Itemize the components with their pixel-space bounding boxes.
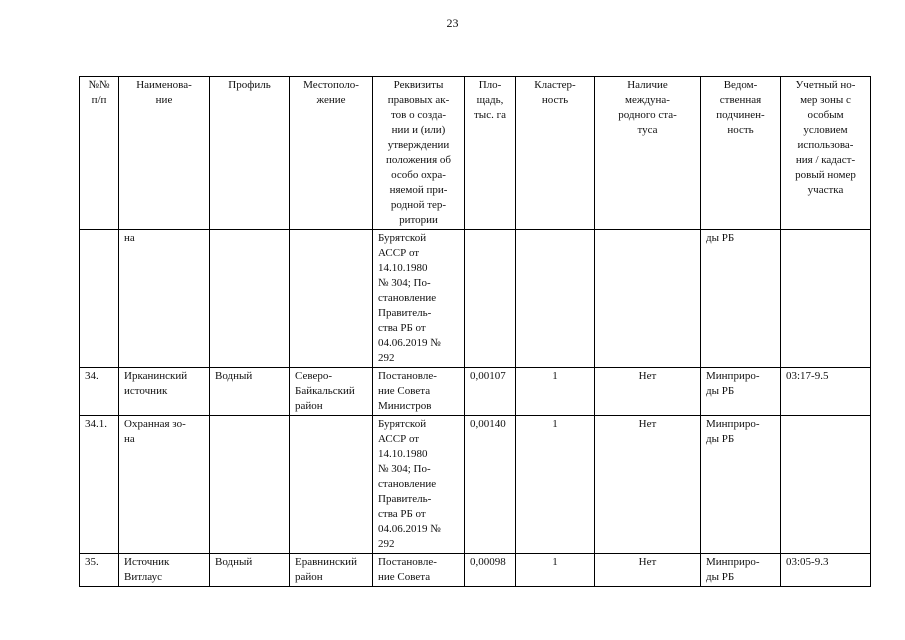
page-number: 23 bbox=[446, 16, 459, 30]
cell-name: Охранная зо- на bbox=[119, 416, 210, 554]
cell-subordination: Минприро- ды РБ bbox=[701, 416, 781, 554]
cell-location bbox=[290, 416, 373, 554]
table-header-row bbox=[80, 77, 871, 230]
cell-clustering: 1 bbox=[516, 554, 595, 587]
cell-number: 34. bbox=[80, 368, 119, 416]
cell-name: на bbox=[119, 230, 210, 368]
cell-subordination: Минприро- ды РБ bbox=[701, 554, 781, 587]
cell-legal-acts: Постановле- ние Совета Министров bbox=[373, 368, 465, 416]
column-header-area: Пло- щадь, тыс. га bbox=[465, 77, 516, 230]
column-header-profile: Профиль bbox=[210, 77, 290, 230]
cell-number: 34.1. bbox=[80, 416, 119, 554]
cell-area: 0,00107 bbox=[465, 368, 516, 416]
cell-profile: Водный bbox=[210, 554, 290, 587]
cell-clustering bbox=[516, 230, 595, 368]
cell-international-status: Нет bbox=[595, 368, 701, 416]
cell-subordination: Минприро- ды РБ bbox=[701, 368, 781, 416]
cell-zone-number bbox=[781, 416, 871, 554]
cell-legal-acts: Бурятской АССР от 14.10.1980 № 304; По- становление Правитель- ства РБ от 04.06.2019 № 292 bbox=[373, 416, 465, 554]
column-header-legal-acts: Реквизиты правовых ак- тов о созда- нии и (или) утверждении положения об особо охра- няемой при- родной тер- ритории bbox=[373, 77, 465, 230]
cell-location: Еравнинский район bbox=[290, 554, 373, 587]
table-row bbox=[80, 416, 871, 554]
cell-profile bbox=[210, 230, 290, 368]
cell-area: 0,00140 bbox=[465, 416, 516, 554]
table-row bbox=[80, 230, 871, 368]
cell-profile bbox=[210, 416, 290, 554]
cell-area bbox=[465, 230, 516, 368]
cell-international-status: Нет bbox=[595, 416, 701, 554]
cell-profile: Водный bbox=[210, 368, 290, 416]
cell-number bbox=[80, 230, 119, 368]
cell-legal-acts: Постановле- ние Совета bbox=[373, 554, 465, 587]
column-header-clustering: Кластер- ность bbox=[516, 77, 595, 230]
cell-zone-number: 03:17-9.5 bbox=[781, 368, 871, 416]
cell-clustering: 1 bbox=[516, 416, 595, 554]
cell-area: 0,00098 bbox=[465, 554, 516, 587]
cell-subordination: ды РБ bbox=[701, 230, 781, 368]
column-header-subordination: Ведом- ственная подчинен- ность bbox=[701, 77, 781, 230]
cell-zone-number bbox=[781, 230, 871, 368]
column-header-location: Местополо- жение bbox=[290, 77, 373, 230]
column-header-name: Наименова- ние bbox=[119, 77, 210, 230]
column-header-number: №№ п/п bbox=[80, 77, 119, 230]
column-header-zone-number: Учетный но- мер зоны с особым условием использова- ния / кадаст- ровый номер участка bbox=[781, 77, 871, 230]
cell-location bbox=[290, 230, 373, 368]
cell-legal-acts: Бурятской АССР от 14.10.1980 № 304; По- становление Правитель- ства РБ от 04.06.2019 № 292 bbox=[373, 230, 465, 368]
cell-name: Источник Витлаус bbox=[119, 554, 210, 587]
table-row bbox=[80, 554, 871, 587]
column-header-international-status: Наличие междуна- родного ста- туса bbox=[595, 77, 701, 230]
protected-areas-table bbox=[79, 76, 871, 587]
cell-international-status bbox=[595, 230, 701, 368]
cell-clustering: 1 bbox=[516, 368, 595, 416]
cell-number: 35. bbox=[80, 554, 119, 587]
cell-location: Северо- Байкальский район bbox=[290, 368, 373, 416]
cell-name: Ирканинский источник bbox=[119, 368, 210, 416]
cell-zone-number: 03:05-9.3 bbox=[781, 554, 871, 587]
cell-international-status: Нет bbox=[595, 554, 701, 587]
table-row bbox=[80, 368, 871, 416]
